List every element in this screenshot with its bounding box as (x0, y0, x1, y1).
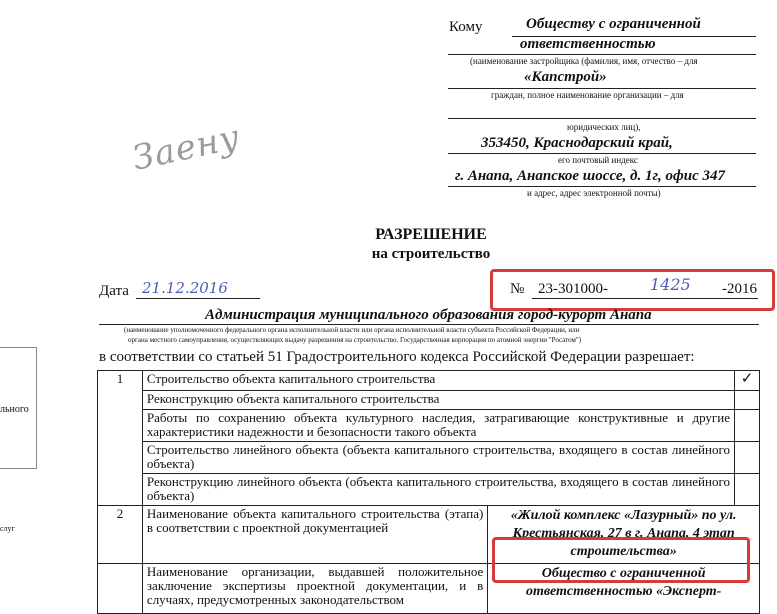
permit-number-prefix: 23-301000- (538, 281, 608, 297)
row1-item-4: Строительство линейного объекта (объекта капитального строительства, входящего в состав линейного объекта) (142, 442, 734, 474)
recipient-note4: его почтовый индекс (558, 155, 638, 165)
permit-number-suffix: -2016 (722, 281, 757, 297)
row2-number: 2 (98, 506, 143, 564)
permit-number-label: № (510, 281, 525, 297)
row2-value: «Жилой комплекс «Лазурный» по ул. Крестьянская, 27 в г. Анапа, 4 этап строительства» (488, 506, 760, 564)
recipient-org-line1: Обществу с ограниченной (526, 16, 701, 32)
row1-number: 1 (98, 371, 143, 506)
row1-item-2: Реконструкцию объекта капитального строительства (142, 391, 734, 410)
construction-stage-highlight (492, 537, 750, 583)
row3-value: Общество с ограниченной ответственностью «Эксперт- (488, 564, 760, 614)
left-fragment-text-b: слуг (0, 524, 15, 533)
recipient-note1: (наименование застройщика (фамилия, имя, отчество – для (470, 56, 698, 66)
permits-statement: в соответствии со статьей 51 Градостроительного кодекса Российской Федерации разрешает: (99, 349, 695, 365)
row1-item-3: Работы по сохранению объекта культурного наследия, затрагивающие конструктивные и другие характеристики надежности и безопасности такого объекта (142, 410, 734, 442)
left-fragment-text-a: льного (0, 404, 29, 415)
document-title: РАЗРЕШЕНИЕ (375, 226, 487, 243)
authority-note2: органа местного самоуправления, осуществляющих выдачу разрешения на строительство. Государственная корпорация по атомной энергии "Росатом") (128, 336, 582, 344)
document-subtitle: на строительство (371, 246, 491, 262)
recipient-label: Кому (449, 19, 483, 35)
recipient-postal: 353450, Краснодарский край, (481, 135, 673, 151)
permit-number-highlight (490, 269, 775, 311)
recipient-note3: юридических лиц), (567, 122, 641, 132)
issuing-authority: Администрация муниципального образования город-курорт Анапа (205, 307, 652, 323)
recipient-address: г. Анапа, Анапское шоссе, д. 1г, офис 347 (455, 168, 726, 184)
recipient-org-name: «Капстрой» (524, 69, 607, 85)
pencil-handwritten-mark: Заену (129, 117, 244, 179)
recipient-note2: граждан, полное наименование организации – для (491, 90, 684, 100)
row1-item-1: Строительство объекта капитального строительства (142, 371, 734, 391)
row2-label: Наименование объекта капитального строительства (этапа) в соответствии с проектной документацией (142, 506, 487, 564)
permit-number-handwritten: 1425 (650, 275, 691, 294)
recipient-org-line2: ответственностью (520, 36, 656, 52)
recipient-note5: и адрес, адрес электронной почты) (527, 188, 661, 198)
row1-item-5: Реконструкцию линейного объекта (объекта капитального строительства, входящего в состав линейного объекта) (142, 474, 734, 506)
authority-note1: (наименование уполномоченного федерального органа исполнительной власти или органа исполнительной власти субъекта Российской Федерации, или (124, 326, 580, 334)
checkmark-icon: ✓ (734, 371, 759, 391)
date-label: Дата (99, 283, 129, 299)
row3-label: Наименование организации, выдавшей положительное заключение экспертизы проектной документации, и в случаях, предусмотренных законодательством (142, 564, 487, 614)
date-value: 21.12.2016 (142, 279, 228, 297)
